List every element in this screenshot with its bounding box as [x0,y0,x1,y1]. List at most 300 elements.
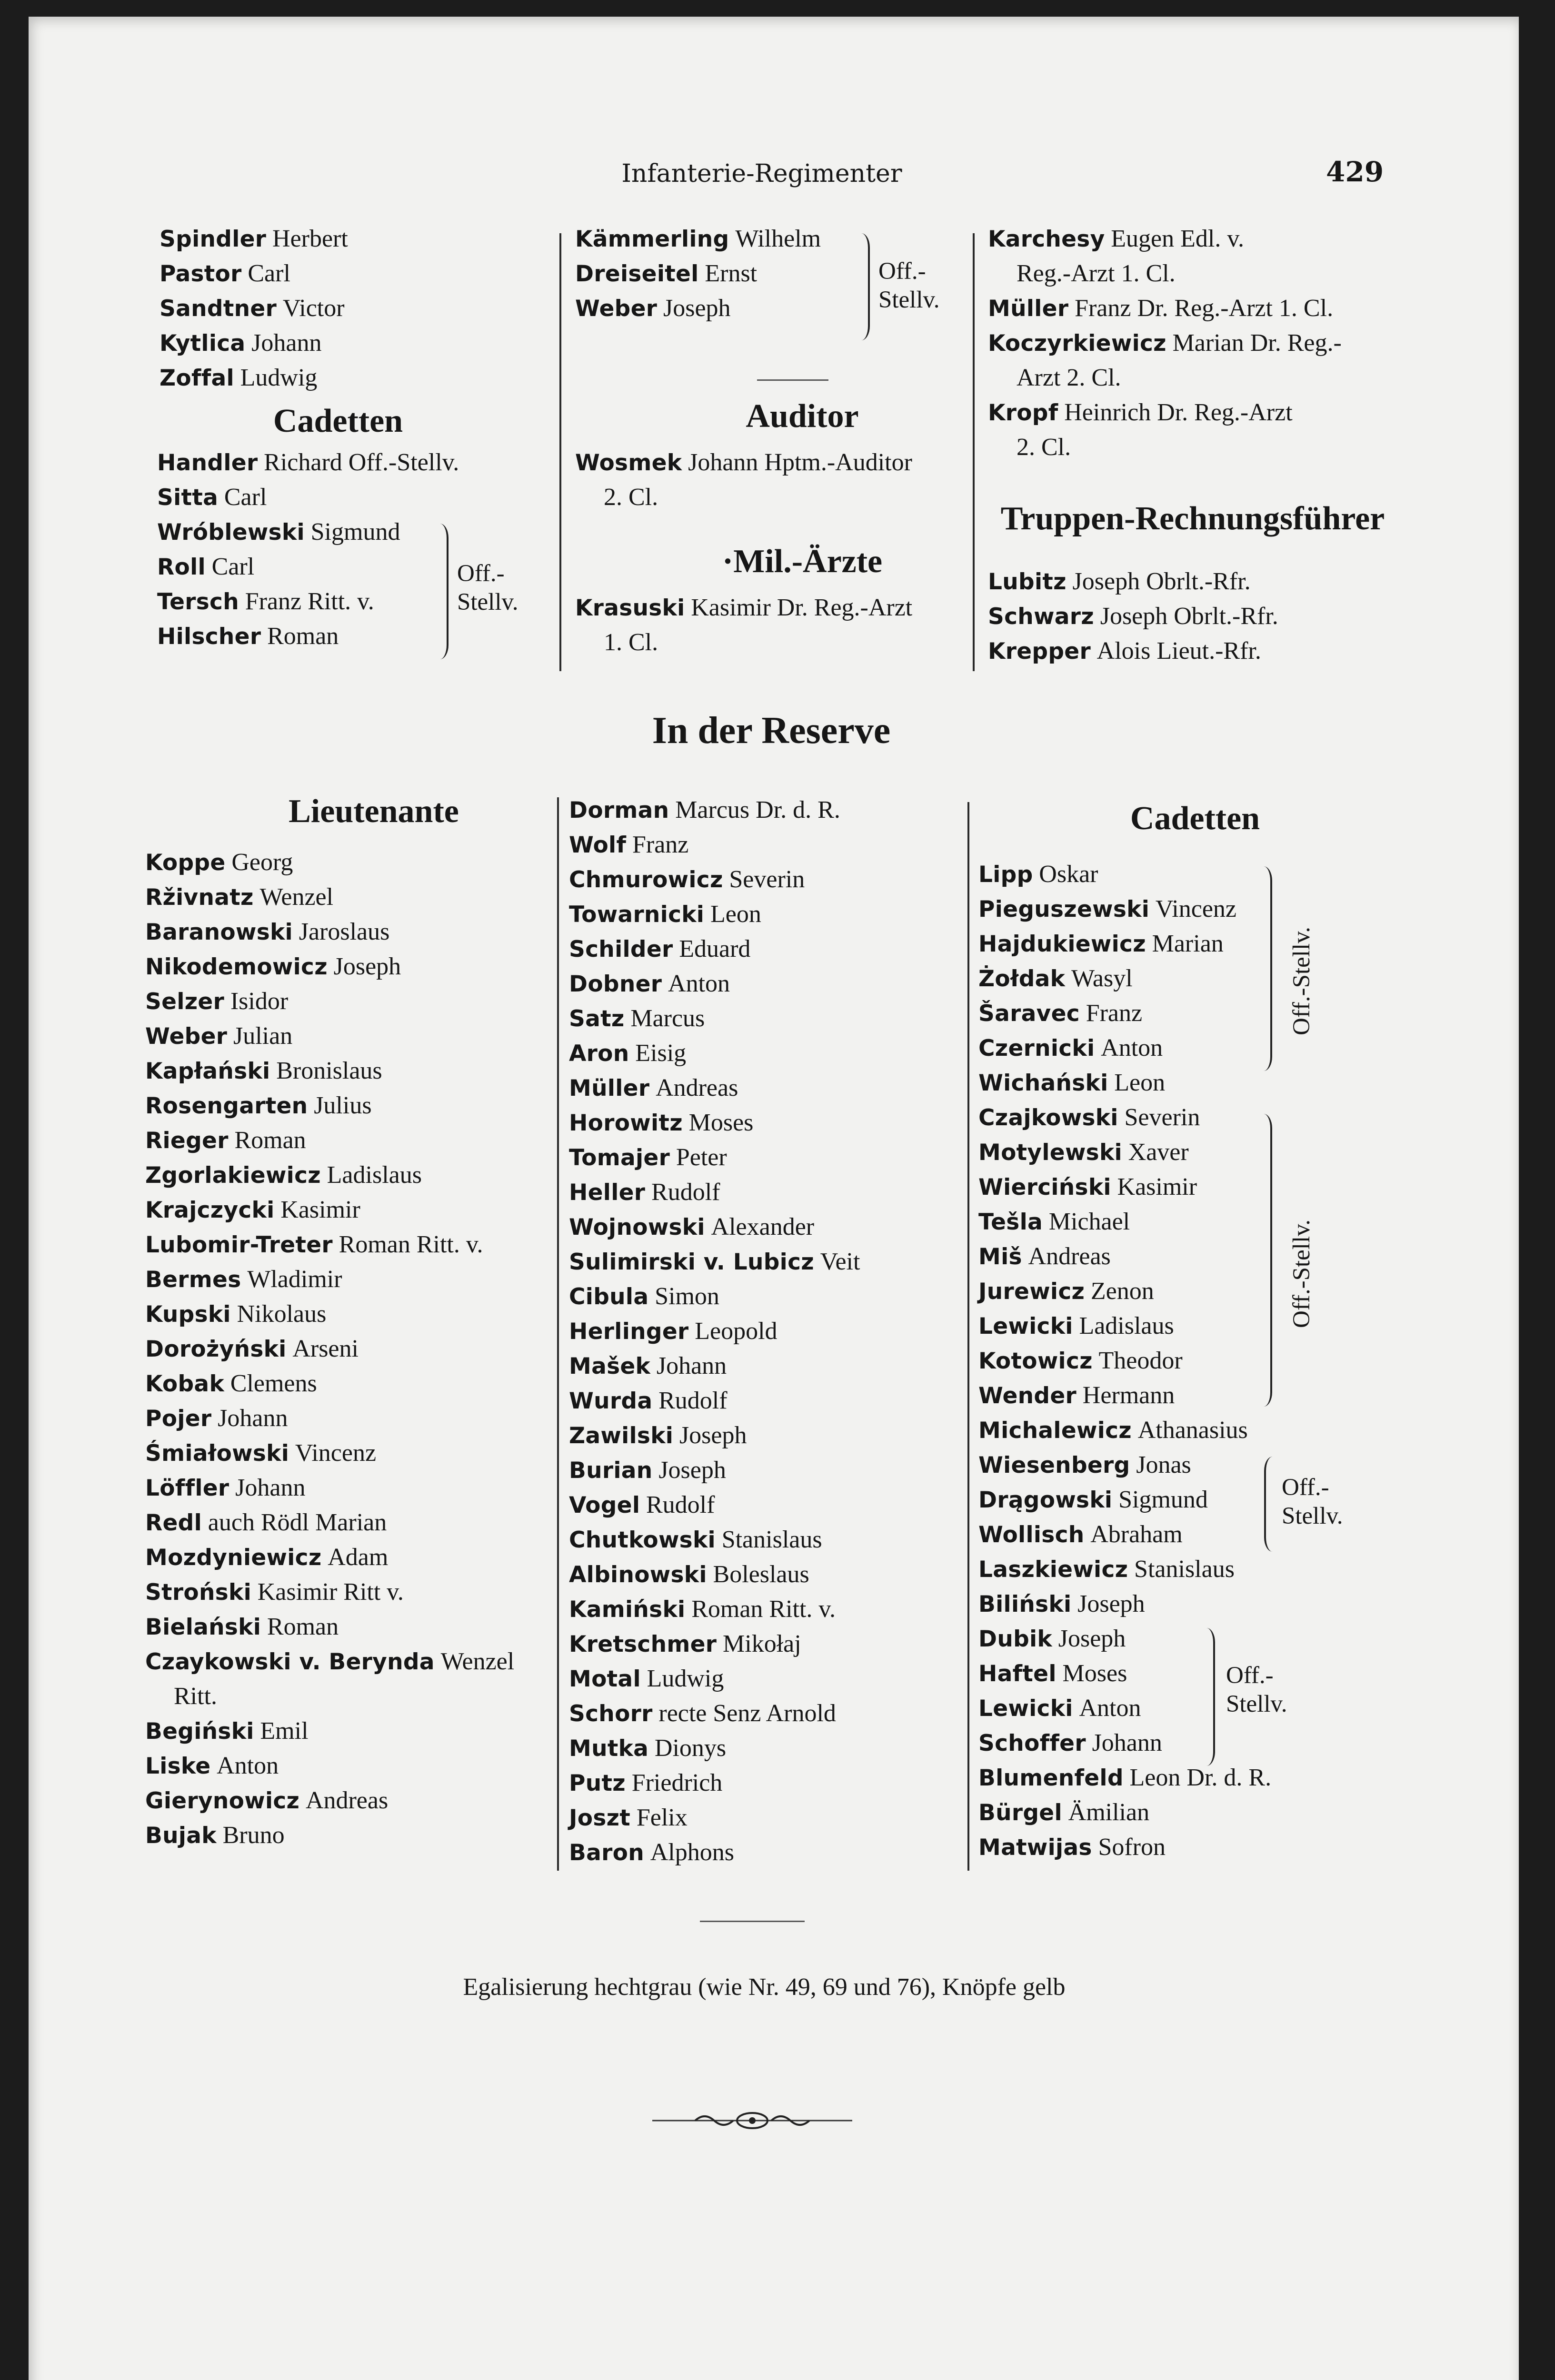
entry-surname: Krepper [988,638,1091,664]
entry-surname: Müller [988,296,1069,322]
entry-surname: Wierciński [978,1174,1111,1200]
column-divider [559,233,561,671]
list-entry [145,1088,514,1123]
entry-surname: Šaravec [978,1001,1080,1027]
entry-details: Marcus Dr. d. R. [675,796,840,823]
list-entry [145,1123,514,1158]
list-entry [988,395,1342,430]
list-entry [145,984,514,1019]
entry-details: Marian [1152,930,1224,957]
entry-surname: Zoffal [159,365,234,391]
entry-surname: Dreiseitel [575,261,699,287]
list-entry [978,1621,1271,1656]
egalisierung-note: Egalisierung hechtgrau (wie Nr. 49, 69 und 76), Knöpfe gelb [463,1973,1066,2001]
list-entry [575,480,912,515]
entry-details: Leon [710,901,761,928]
entry-details: Julius [314,1092,372,1119]
entry-surname: Weber [145,1023,228,1050]
list-entry [145,1158,514,1192]
entry-surname: Bujak [145,1823,217,1849]
top-officers-list [159,221,348,395]
rechnungsfuehrer-heading: Truppen-Rechnungsführer [1000,500,1385,537]
entry-details: Joseph [333,953,401,980]
entry-surname: Matwijas [978,1835,1092,1861]
entry-details: Stanislaus [1134,1556,1235,1583]
entry-details: Carl [211,553,255,580]
entry-surname: Rosengarten [145,1093,308,1119]
list-entry [159,360,348,395]
list-entry [157,584,459,619]
entry-surname: Lubomir-Treter [145,1232,333,1258]
top-col2-list [575,221,821,326]
list-entry [145,1714,514,1748]
entry-surname: Nikodemowicz [145,954,328,980]
entry-surname: Bermes [145,1267,241,1293]
entry-details: 2. Cl. [604,484,658,511]
list-entry [569,932,860,966]
list-entry [978,1448,1271,1482]
ornament-divider [652,2109,852,2132]
entry-details: Jonas [1136,1451,1191,1478]
entry-details: Anton [1079,1695,1141,1722]
entry-details: Sofron [1098,1834,1166,1861]
list-entry [978,1517,1271,1552]
entry-details: Alexander [711,1213,815,1240]
list-entry [569,1244,860,1279]
entry-details: Richard Off.-Stellv. [264,449,459,476]
aerzte-heading: ·Mil.-Ärzte [722,543,883,580]
entry-surname: Selzer [145,989,225,1015]
entry-surname: Baranowski [145,919,293,945]
entry-surname: Lipp [978,862,1033,888]
list-entry [978,996,1271,1031]
entry-details: Theodor [1098,1347,1183,1374]
entry-details: Johann [251,329,322,357]
entry-details: Georg [231,849,293,876]
entry-details: Marcus [630,1005,705,1032]
entry-details: Eduard [679,935,751,962]
entry-surname: Biliński [978,1591,1072,1617]
list-entry [145,949,514,984]
entry-details: 2. Cl. [1017,434,1071,461]
entry-details: Alphons [650,1839,734,1866]
entry-surname: Mašek [569,1353,651,1379]
list-entry [145,1470,514,1505]
entry-surname: Karchesy [988,226,1105,252]
entry-details: Vincenz [295,1439,377,1467]
list-entry [569,1661,860,1696]
entry-surname: Sitta [157,485,219,511]
entry-surname: Dorman [569,797,669,823]
entry-details: Leon Dr. d. R. [1129,1764,1272,1791]
entry-surname: Aron [569,1041,629,1067]
list-entry [157,445,459,480]
brace-label-vertical: Off.-Stellv. [1288,926,1315,1035]
list-entry [978,1274,1271,1309]
list-entry [145,1192,514,1227]
brace [859,233,870,340]
entry-details: Stanislaus [721,1526,822,1553]
entry-details: Wasyl [1071,965,1133,992]
list-entry [159,256,348,291]
entry-details: Johann Hptm.-Auditor [688,449,912,476]
list-entry [145,1366,514,1401]
entry-surname: Wichański [978,1070,1108,1096]
entry-surname: Bürgel [978,1800,1062,1826]
book-page [29,17,1519,2380]
list-entry [145,1644,514,1679]
entry-surname: Bielański [145,1614,261,1640]
list-entry [145,1783,514,1818]
top-cadetten-list [157,445,459,654]
entry-details: Oskar [1039,861,1098,888]
entry-details: Kasimir [280,1196,360,1223]
entry-details: Arseni [292,1335,359,1362]
entry-details: Anton [1101,1034,1163,1061]
entry-details: Athanasius [1137,1417,1248,1444]
list-entry [145,880,514,914]
list-entry [978,1760,1271,1795]
reserve-cadetten-heading: Cadetten [1130,800,1260,837]
lieutenante-list [145,845,514,1853]
entry-details: Julian [233,1022,293,1050]
entry-surname: Tešla [978,1209,1043,1235]
entry-details: Kasimir Dr. Reg.-Arzt [691,594,913,621]
list-entry [988,564,1278,599]
entry-details: Joseph [1058,1625,1126,1652]
entry-details: Rudolf [651,1179,720,1206]
brace-label: Off.- Stellv. [457,560,518,615]
entry-surname: Sulimirski v. Lubicz [569,1249,814,1275]
list-entry [569,1105,860,1140]
entry-surname: Chmurowicz [569,867,723,893]
entry-surname: Kytlica [159,330,246,357]
list-entry [145,1609,514,1644]
auditor-heading: Auditor [746,398,859,435]
entry-details: Eisig [635,1040,687,1067]
entry-surname: Begiński [145,1718,254,1745]
list-entry [575,221,821,256]
brace-label-vertical: Off.-Stellv. [1288,1219,1315,1328]
list-entry [569,1488,860,1522]
entry-details: Franz [1086,1000,1143,1027]
auditor-list [575,445,912,515]
entry-details: Leon [1114,1069,1166,1096]
entry-surname: Chutkowski [569,1527,716,1553]
entry-details: Nikolaus [237,1300,327,1328]
entry-details: Wladimir [247,1266,342,1293]
entry-surname: Wosmek [575,450,682,476]
entry-details: Franz Dr. Reg.-Arzt 1. Cl. [1075,295,1334,322]
entry-details: Andreas [305,1787,389,1814]
entry-surname: Koczyrkiewicz [988,330,1166,357]
entry-surname: Kamiński [569,1597,686,1623]
entry-surname: Tersch [157,589,239,615]
entry-surname: Dubik [978,1626,1052,1652]
list-entry [569,1835,860,1870]
entry-surname: Rživnatz [145,884,254,911]
entry-surname: Blumenfeld [978,1765,1124,1791]
list-entry [157,480,459,515]
brace [1205,1628,1215,1766]
entry-details: Heinrich Dr. Reg.-Arzt [1064,399,1293,426]
list-entry [569,1140,860,1175]
entry-details: Victor [282,295,345,322]
list-entry [145,1818,514,1853]
entry-details: Leopold [695,1318,778,1345]
entry-surname: Herlinger [569,1319,689,1345]
list-entry [145,1401,514,1436]
entry-surname: Rieger [145,1128,229,1154]
list-entry [988,326,1342,360]
entry-surname: Śmiałowski [145,1440,289,1467]
entry-details: Marian Dr. Reg.- [1172,329,1342,357]
entry-details: Severin [1124,1104,1200,1131]
list-entry [988,291,1342,326]
entry-surname: Joszt [569,1805,631,1831]
list-entry [569,1349,860,1383]
entry-details: Simon [655,1283,719,1310]
list-entry [575,256,821,291]
list-entry [157,515,459,549]
entry-surname: Wender [978,1383,1077,1409]
entry-details: Moses [688,1109,754,1136]
list-entry [575,590,912,625]
entry-details: Ludwig [647,1665,724,1692]
entry-surname: Sandtner [159,296,277,322]
list-entry [569,827,860,862]
list-entry [569,1175,860,1210]
entry-details: Reg.-Arzt 1. Cl. [1017,260,1176,287]
list-entry [978,1100,1271,1135]
top-col3-list [988,221,1342,465]
entry-details: Clemens [230,1370,317,1397]
entry-surname: Krasuski [575,595,685,621]
entry-surname: Haftel [978,1661,1057,1687]
list-entry [988,430,1342,465]
list-entry [978,1031,1271,1065]
brace-label: Off.- Stellv. [878,258,940,313]
entry-surname: Cibula [569,1284,649,1310]
list-entry [145,1227,514,1262]
entry-details: auch Rödl Marian [208,1509,387,1536]
entry-details: Jaroslaus [299,918,390,945]
entry-details: Felix [636,1804,688,1831]
entry-surname: Roll [157,554,206,580]
column-divider [973,233,975,671]
entry-surname: Burian [569,1458,653,1484]
entry-surname: Kobak [145,1371,224,1397]
entry-details: Ämilian [1068,1799,1150,1826]
list-entry [978,1795,1271,1830]
entry-surname: Dobner [569,971,662,997]
entry-details: Rudolf [646,1491,715,1518]
entry-details: Michael [1048,1208,1130,1235]
list-entry [569,1522,860,1557]
entry-details: Roman [267,1613,339,1640]
lieutenante-heading: Lieutenante [289,793,459,830]
list-entry [978,892,1271,926]
list-entry [145,845,514,880]
divider-rule [757,379,828,381]
list-entry [569,1001,860,1036]
entry-details: Peter [676,1144,727,1171]
entry-details: Emil [260,1717,309,1745]
entry-details: 1. Cl. [604,629,658,656]
list-entry [159,291,348,326]
entry-details: Joseph Obrlt.-Rfr. [1072,568,1251,595]
entry-surname: Schoffer [978,1730,1086,1756]
entry-details: Roman Ritt. v. [691,1596,836,1623]
list-entry [575,625,912,660]
entry-surname: Lubitz [988,569,1067,595]
entry-details: Joseph [663,295,731,322]
entry-details: Xaver [1128,1139,1189,1166]
entry-surname: Czajkowski [978,1105,1118,1131]
list-entry [988,221,1342,256]
entry-details: Ladislaus [327,1161,422,1189]
list-entry [978,1587,1271,1621]
entry-details: Sigmund [310,518,400,545]
list-entry [978,1343,1271,1378]
entry-details: Joseph [658,1457,726,1484]
list-entry [575,291,821,326]
entry-surname: Satz [569,1006,625,1032]
entry-details: recte Senz Arnold [658,1700,836,1727]
entry-surname: Redl [145,1510,202,1536]
entry-surname: Albinowski [569,1562,707,1588]
entry-surname: Vogel [569,1492,640,1518]
entry-surname: Horowitz [569,1110,683,1136]
list-entry [978,926,1271,961]
entry-details: Rudolf [658,1387,728,1414]
entry-surname: Kupski [145,1301,231,1328]
list-entry [569,793,860,827]
list-entry [145,1505,514,1540]
list-entry [569,1696,860,1731]
column-divider [967,802,969,1871]
entry-details: Abraham [1090,1521,1183,1548]
list-entry [978,1830,1271,1864]
entry-surname: Wolf [569,832,627,858]
list-entry [569,1592,860,1626]
entry-surname: Pieguszewski [978,896,1150,922]
brace [1262,866,1272,1071]
entry-surname: Miš [978,1244,1022,1270]
list-entry [988,599,1278,634]
entry-details: Mikołaj [723,1630,801,1657]
entry-details: Anton [668,970,730,997]
list-entry [569,1557,860,1592]
list-entry [978,1135,1271,1170]
entry-surname: Michalewicz [978,1418,1132,1444]
entry-details: Andreas [1028,1243,1111,1270]
list-entry [145,914,514,949]
entry-details: Ritt. [174,1683,218,1710]
list-entry [978,1726,1271,1760]
entry-details: Roman [267,623,339,650]
list-entry [145,1436,514,1470]
list-entry [569,1765,860,1800]
entry-details: Johann [1092,1729,1162,1756]
entry-surname: Schwarz [988,604,1094,630]
entry-surname: Heller [569,1180,646,1206]
reserve-col2-list [569,793,860,1870]
entry-details: Andreas [656,1074,738,1101]
list-entry [145,1053,514,1088]
list-entry [569,1731,860,1765]
entry-surname: Schilder [569,936,673,962]
brace [438,524,449,659]
brace [1262,1114,1272,1407]
entry-details: Herbert [272,225,348,252]
list-entry [978,857,1271,892]
list-entry [157,619,459,654]
list-entry [978,1204,1271,1239]
entry-details: Eugen Edl. v. [1111,225,1244,252]
entry-details: Franz Ritt. v. [245,588,374,615]
entry-surname: Wurda [569,1388,653,1414]
list-entry [569,966,860,1001]
list-entry [159,326,348,360]
entry-surname: Hajdukiewicz [978,931,1146,957]
entry-details: Sigmund [1118,1486,1208,1513]
entry-surname: Stroński [145,1579,251,1606]
brace-label: Off.- Stellv. [1226,1662,1287,1717]
entry-details: Wilhelm [735,225,821,252]
entry-surname: Zgorlakiewicz [145,1162,321,1189]
entry-surname: Zawilski [569,1423,674,1449]
entry-surname: Schorr [569,1701,653,1727]
entry-surname: Motylewski [978,1140,1122,1166]
list-entry [978,1170,1271,1204]
list-entry [145,1748,514,1783]
list-entry [569,897,860,932]
entry-details: Anton [217,1752,279,1779]
entry-details: Zenon [1090,1278,1154,1305]
entry-surname: Koppe [145,850,226,876]
list-entry [145,1679,514,1714]
entry-surname: Wojnowski [569,1214,705,1240]
entry-details: Bronislaus [276,1057,382,1084]
entry-details: Johann [218,1405,288,1432]
list-entry [978,1239,1271,1274]
entry-surname: Wiesenberg [978,1452,1130,1478]
entry-surname: Dorożyński [145,1336,287,1362]
running-header: Infanterie-Regimenter [621,159,902,188]
entry-details: Moses [1062,1660,1127,1687]
entry-surname: Weber [575,296,658,322]
list-entry [569,1279,860,1314]
column-divider [557,797,559,1871]
entry-details: Dionys [654,1735,727,1762]
entry-surname: Kotowicz [978,1348,1093,1374]
entry-surname: Putz [569,1770,626,1796]
list-entry [145,1262,514,1297]
entry-details: Johann [656,1352,727,1379]
entry-details: Wenzel [259,883,334,911]
list-entry [569,1383,860,1418]
entry-surname: Lewicki [978,1313,1073,1339]
list-entry [145,1331,514,1366]
entry-details: Kasimir Ritt v. [257,1578,404,1606]
entry-surname: Handler [157,450,258,476]
page-number: 429 [1326,156,1384,188]
list-entry [569,1800,860,1835]
list-entry [157,549,459,584]
list-entry [569,1071,860,1105]
entry-details: Isidor [230,988,289,1015]
